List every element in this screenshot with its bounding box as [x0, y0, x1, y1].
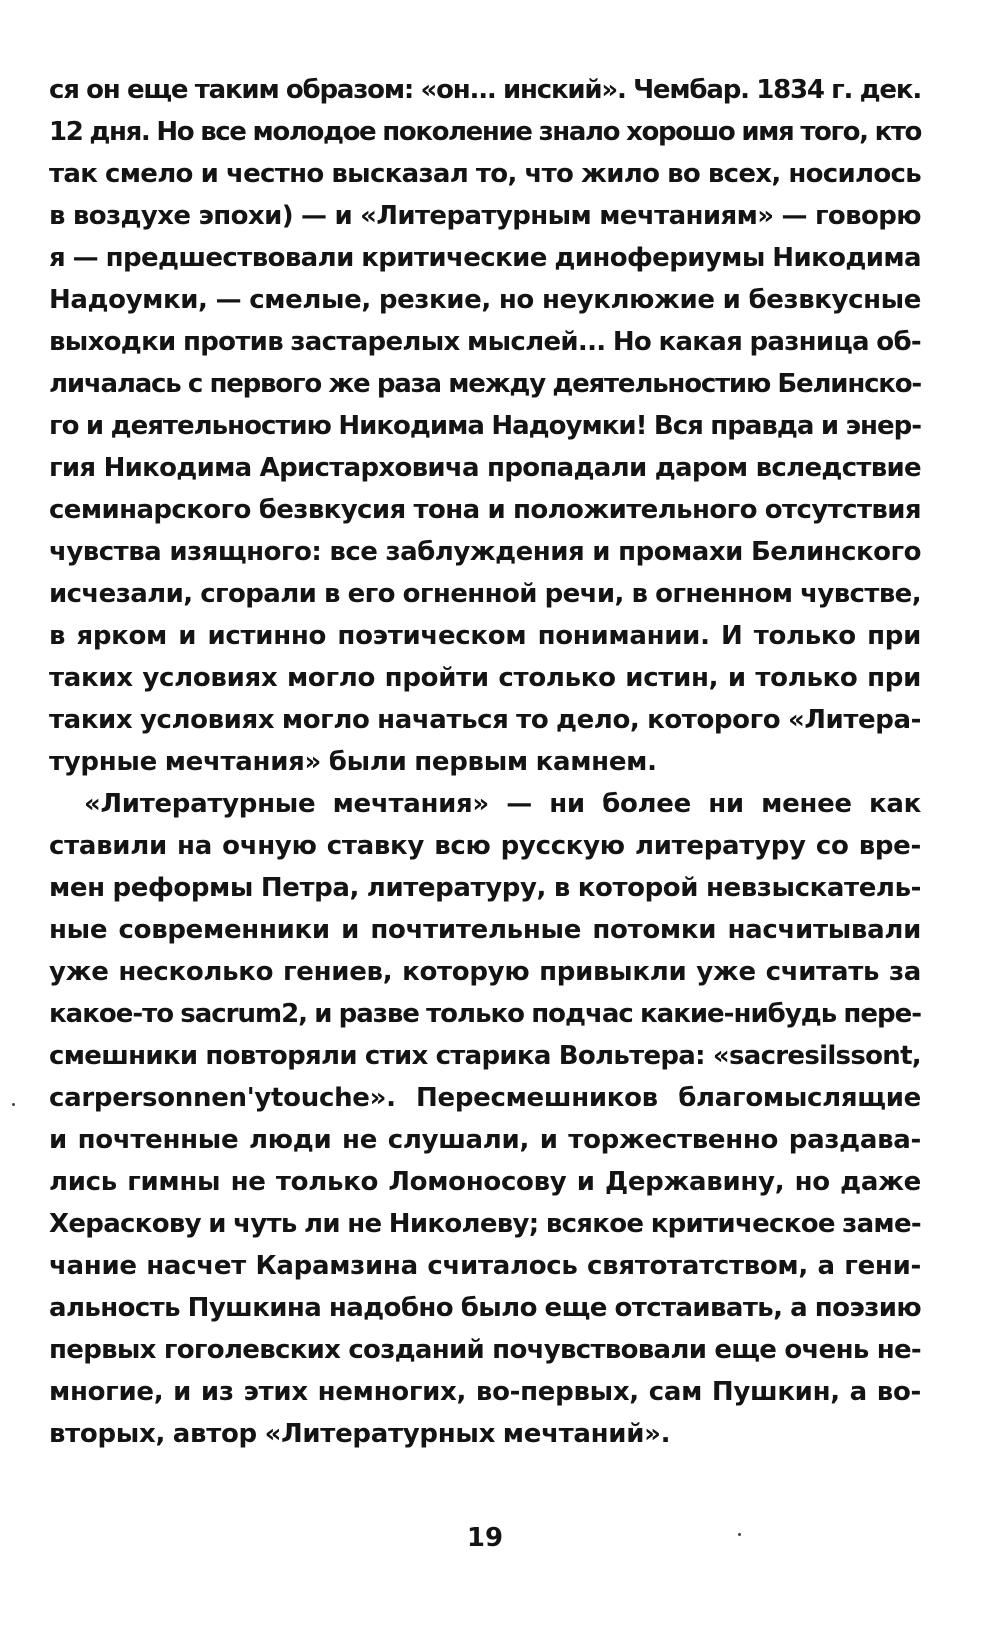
text-line: турные мечтания» были первым камнем.	[49, 747, 657, 777]
text-line: ставили на очную ставку всю русскую литературу со вре-	[49, 831, 921, 861]
text-line: таких условиях могло пройти столько истин, и только при	[49, 663, 921, 693]
text-line: и почтенные люди не слушали, и торжественно раздава-	[49, 1125, 921, 1155]
text-line: Хераскову и чуть ли не Николеву; всякое критическое заме-	[49, 1209, 921, 1239]
text-line: выходки против застарелых мыслей... Но какая разница об-	[49, 327, 921, 357]
text-line: ные современники и почтительные потомки насчитывали	[49, 915, 921, 945]
page-number: 19	[466, 1523, 504, 1553]
text-line: личалась с первого же раза между деятельностию Белинско-	[49, 369, 921, 399]
text-line: гия Никодима Аристарховича пропадали даром вследствие	[49, 453, 921, 483]
scan-speck	[738, 1533, 741, 1536]
text-line: carpersonnen'ytouche». Пересмешников благомыслящие	[49, 1083, 921, 1113]
text-line: так смело и честно высказал то, что жило во всех, носилось	[49, 159, 921, 189]
text-line: лись гимны не только Ломоносову и Державину, но даже	[49, 1167, 921, 1197]
text-line: первых гоголевских созданий почувствовали еще очень не-	[49, 1335, 921, 1365]
text-line: «Литературные мечтания» — ни более ни менее как	[84, 789, 921, 819]
text-line: вторых, автор «Литературных мечтаний».	[49, 1419, 671, 1449]
text-line: семинарского безвкусия тона и положительного отсутствия	[49, 495, 921, 525]
text-line: таких условиях могло начаться то дело, которого «Литера-	[49, 705, 921, 735]
text-line: исчезали, сгорали в его огненной речи, в огненном чувстве,	[49, 579, 921, 609]
text-line: многие, и из этих немногих, во-первых, сам Пушкин, а во-	[49, 1377, 921, 1407]
text-line: какое-то sacrum2, и разве только подчас какие-нибудь пере-	[49, 999, 921, 1029]
text-line: чувства изящного: все заблуждения и промахи Белинского	[49, 537, 921, 567]
text-line: мен реформы Петра, литературу, в которой невзыскатель-	[49, 873, 921, 903]
text-line: го и деятельностию Никодима Надоумки! Вся правда и энер-	[49, 411, 921, 441]
text-line: я — предшествовали критические динофериумы Никодима	[49, 243, 921, 273]
text-line: ся он еще таким образом: «он... инский». Чембар. 1834 г. дек.	[49, 75, 921, 105]
scan-speck	[12, 1103, 15, 1106]
text-line: чание насчет Карамзина считалось святотатством, а гени-	[49, 1251, 921, 1281]
text-line: в воздухе эпохи) — и «Литературным мечтаниям» — говорю	[49, 201, 921, 231]
text-line: уже несколько гениев, которую привыкли уже считать за	[49, 957, 921, 987]
text-line: 12 дня. Но все молодое поколение знало хорошо имя того, кто	[49, 117, 921, 147]
text-line: альность Пушкина надобно было еще отстаивать, а поэзию	[49, 1293, 921, 1323]
text-line: смешники повторяли стих старика Вольтера: «sacresilssont,	[49, 1041, 921, 1071]
text-line: Надоумки, — смелые, резкие, но неуклюжие и безвкусные	[49, 285, 921, 315]
text-line: в ярком и истинно поэтическом понимании. И только при	[49, 621, 921, 651]
